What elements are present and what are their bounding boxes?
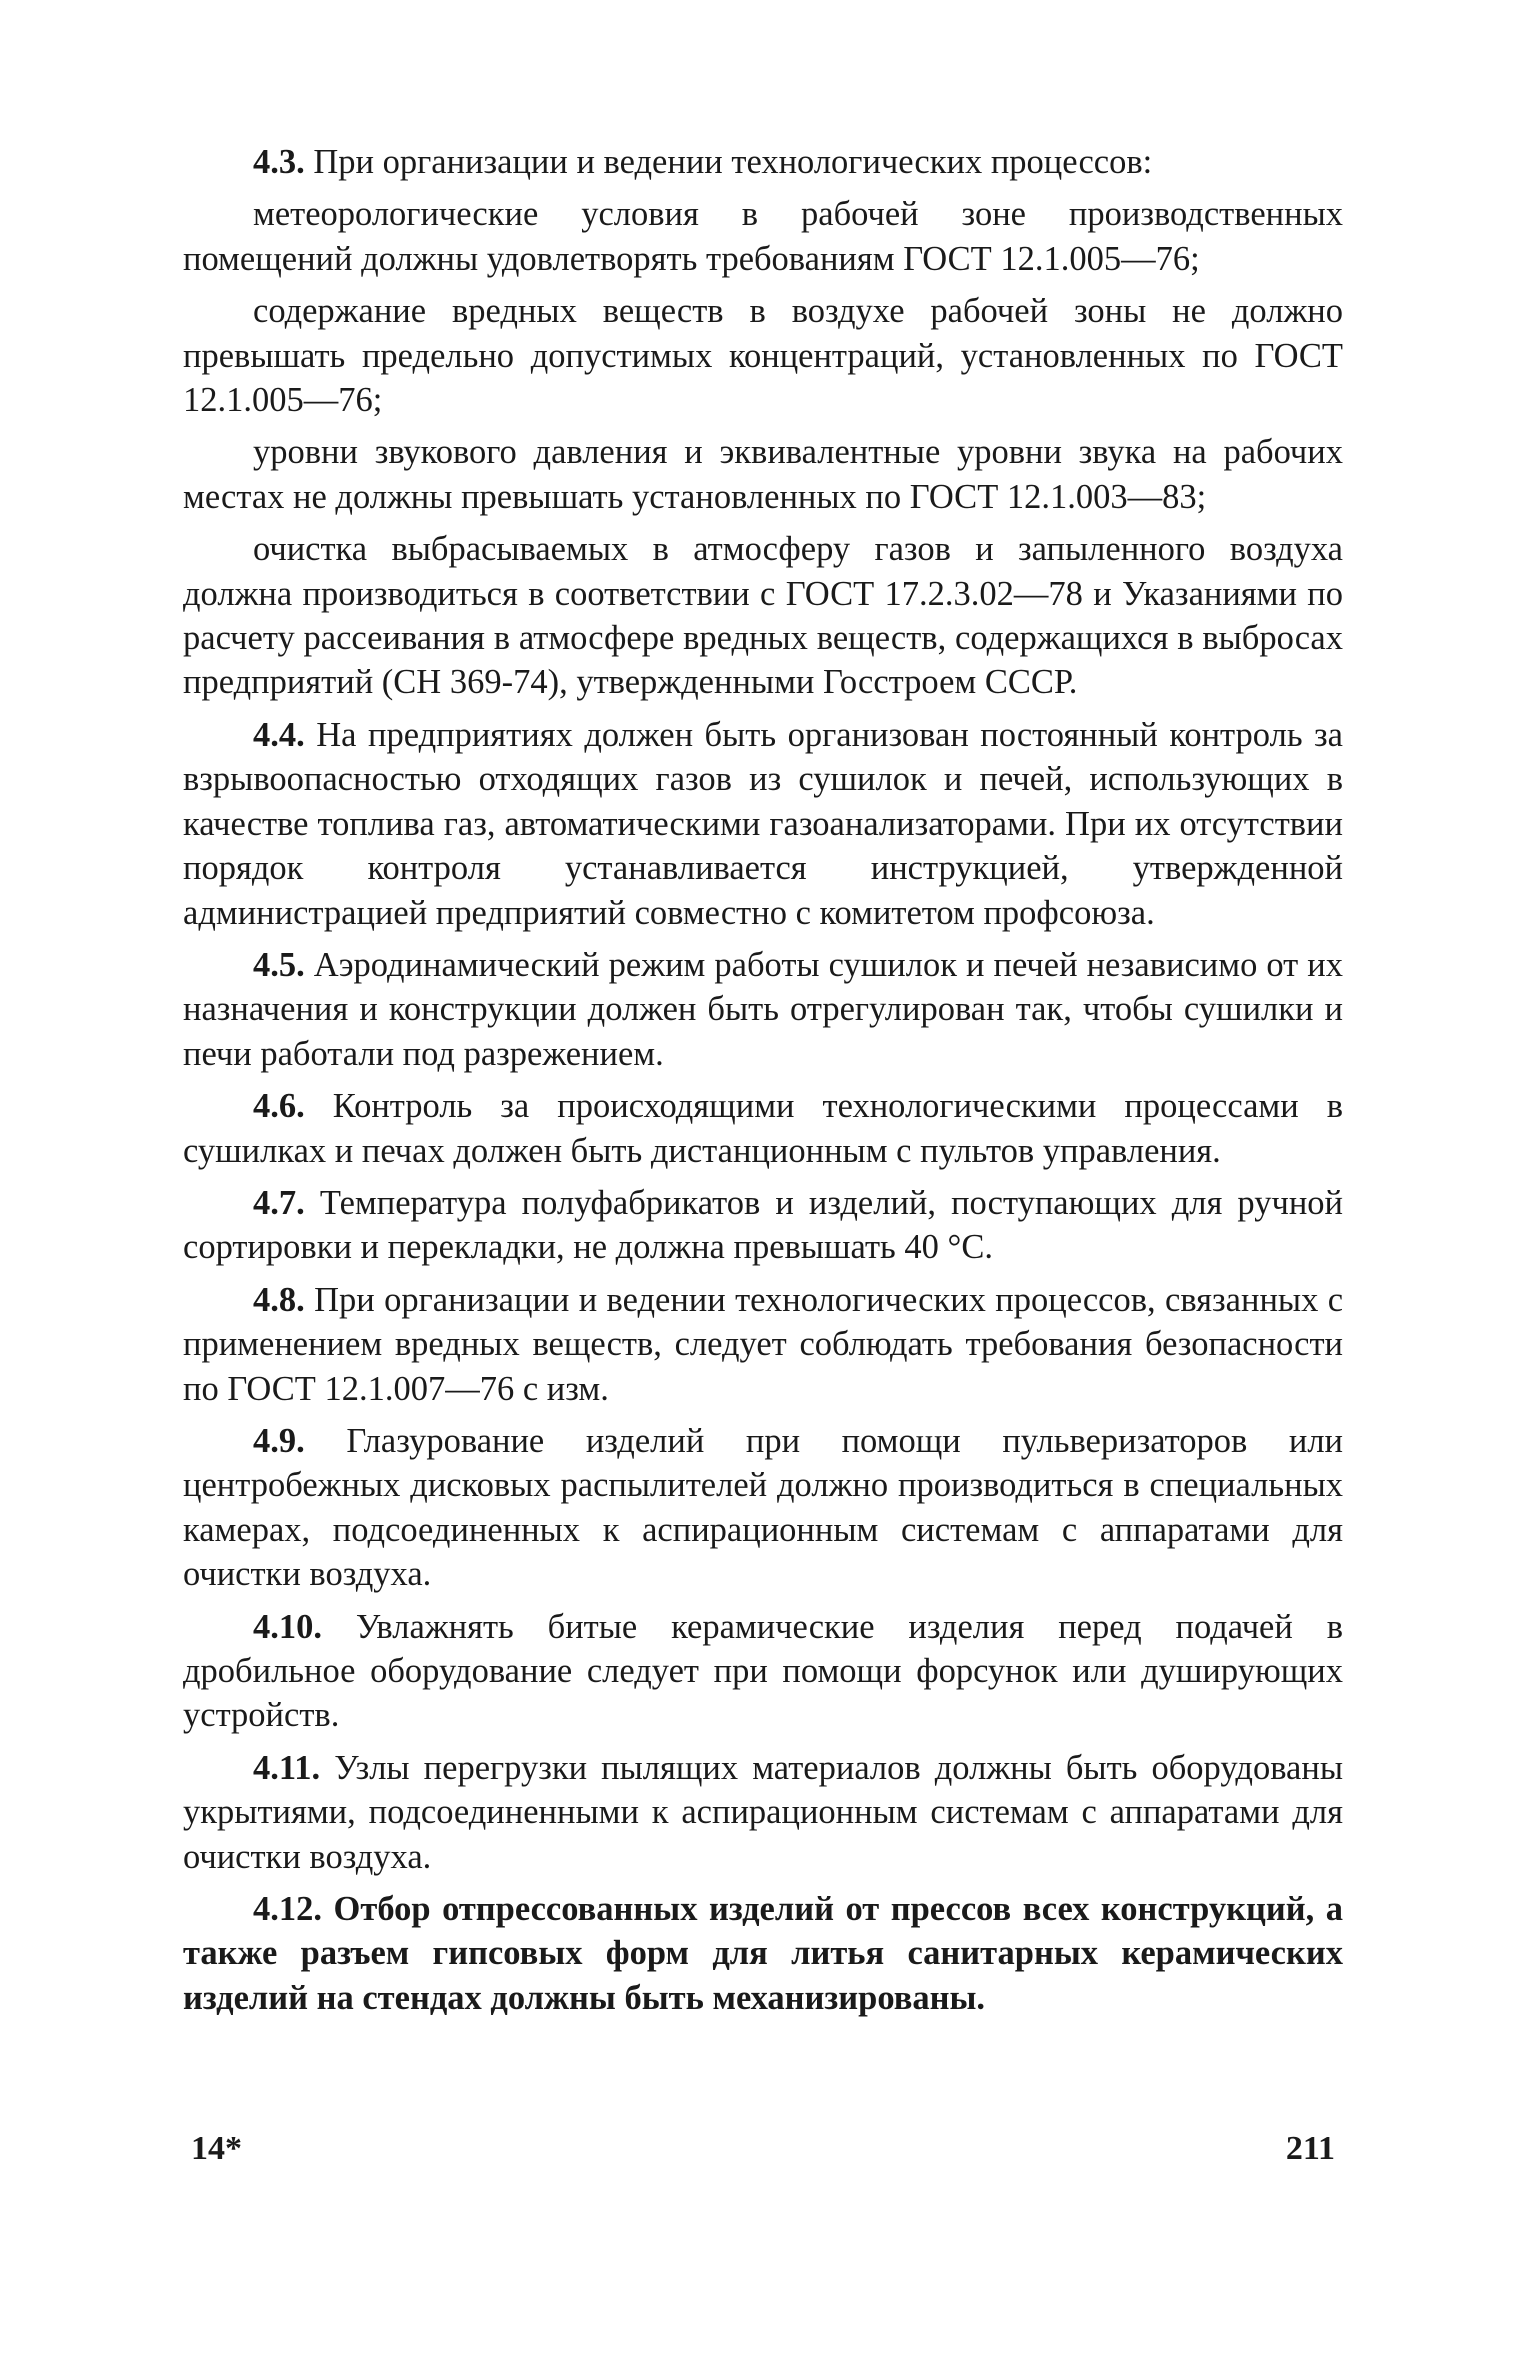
paragraph-4-4 [183, 713, 1343, 935]
paragraph-4-3-item-2 [183, 289, 1343, 422]
paragraph-4-9 [183, 1419, 1343, 1597]
signature-mark: 14* [191, 2130, 242, 2167]
paragraph-4-3-item-4 [183, 527, 1343, 705]
paragraph-text: Температура полуфабрикатов и изделий, поступающих для ручной сортировки и перекладки, не должна превышать 40 °С. [183, 1183, 1344, 1267]
paragraph-4-3-item-3 [183, 430, 1343, 519]
paragraph-text: При организации и ведении технологических процессов, связанных с применением вредных веществ, следует соблюдать требования безопасности по ГОСТ 12.1.007—76 с изм. [183, 1280, 1344, 1408]
paragraph-number: 4.8. [253, 1280, 305, 1319]
document-body [183, 140, 1343, 2028]
paragraph-number: 4.9. [253, 1421, 305, 1460]
paragraph-number: 4.12. [253, 1890, 322, 1929]
paragraph-number: 4.7. [253, 1183, 305, 1222]
paragraph-number: 4.6. [253, 1087, 305, 1126]
paragraph-text: Глазурование изделий при помощи пульверизаторов или центробежных дисковых распылителей должно производиться в специальных камерах, подсоединенных к аспирационным системам с аппаратами для очистки воздуха. [183, 1421, 1344, 1594]
paragraph-4-3 [183, 140, 1343, 184]
paragraph-number: 4.4. [253, 715, 305, 754]
paragraph-text: Увлажнять битые керамические изделия перед подачей в дробильное оборудование следует при помощи форсунок или душирующих устройств. [183, 1607, 1344, 1735]
paragraph-text: Контроль за происходящими технологическими процессами в сушилках и печах должен быть дистанционным с пультов управления. [183, 1087, 1343, 1170]
paragraph-text: Аэродинамический режим работы сушилок и печей независимо от их назначения и конструкции должен быть отрегулирован так, чтобы сушилки и печи работали под разрежением. [183, 945, 1344, 1073]
paragraph-4-7 [183, 1181, 1343, 1270]
paragraph-4-11 [183, 1746, 1343, 1879]
page-footer [183, 2130, 1343, 2168]
paragraph-number: 4.5. [253, 945, 305, 984]
paragraph-text: На предприятиях должен быть организован постоянный контроль за взрывоопасностью отходящих газов из сушилок и печей, использующих в качестве топлива газ, автоматическими газоанализаторами. При их отсутствии порядок контроля устанавливается инструкцией, утвержденной администрацией предприятий совместно с комитетом профсоюза. [183, 715, 1343, 932]
paragraph-number: 4.11. [253, 1748, 321, 1787]
paragraph-4-8 [183, 1278, 1343, 1411]
paragraph-text: Отбор отпрессованных изделий от прессов всех конструкций, а также разъем гипсовых форм для литья санитарных керамических изделий на стендах должны быть механизированы. [183, 1890, 1344, 2017]
paragraph-text: При организации и ведении технологических процессов: [313, 143, 1153, 181]
paragraph-4-3-item-1 [183, 192, 1343, 281]
paragraph-4-5 [183, 943, 1343, 1076]
paragraph-text: метеорологические условия в рабочей зоне производственных помещений должны удовлетворять требованиям ГОСТ 12.1.005—76; [183, 195, 1343, 278]
paragraph-number: 4.10. [253, 1607, 322, 1646]
paragraph-4-12 [183, 1887, 1343, 2020]
page-number: 211 [1285, 2130, 1335, 2167]
paragraph-4-6 [183, 1084, 1343, 1173]
paragraph-4-10 [183, 1605, 1343, 1738]
paragraph-text: уровни звукового давления и эквивалентные уровни звука на рабочих местах не должны превышать установленных по ГОСТ 12.1.003—83; [183, 433, 1343, 516]
paragraph-text: очистка выбрасываемых в атмосферу газов и запыленного воздуха должна производиться в соответствии с ГОСТ 17.2.3.02—78 и Указаниями по расчету рассеивания в атмосфере вредных веществ, содержащихся в выбросах предприятий (СН 369-74), утвержденными Госстроем СССР. [183, 530, 1343, 702]
paragraph-number: 4.3. [253, 143, 305, 181]
paragraph-text: Узлы перегрузки пылящих материалов должны быть оборудованы укрытиями, подсоединенными к аспирационным системам с аппаратами для очистки воздуха. [183, 1748, 1343, 1876]
paragraph-text: содержание вредных веществ в воздухе рабочей зоны не должно превышать предельно допустимых концентраций, установленных по ГОСТ 12.1.005—76; [183, 292, 1343, 420]
